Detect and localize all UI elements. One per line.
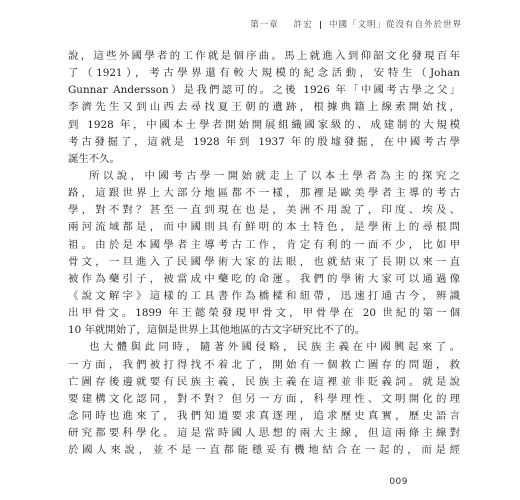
- text-line: 要建構文化認同，對不對？但另一方面，科學理性、文明開化的理: [68, 392, 460, 405]
- text-line: 路，這跟世界上大部分地區都不一樣，那裡是歐美學者主導的考古: [68, 187, 460, 200]
- body-text: [68, 48, 460, 459]
- text-line: 所以說，中國考古學一開始就走上了以本土學者為主的探究之: [89, 169, 460, 182]
- text-line: 亡圖存後邊就要有民族主義，民族主義在這裡並非貶義詞。就是說: [68, 375, 460, 388]
- text-line: 李濟先生又到山西去尋找夏王朝的遺跡，根據典籍上線索開始找，: [68, 101, 460, 114]
- text-line: Gunnar Andersson）是我們認可的。之後 1926 年「中國考古學之父」: [68, 84, 460, 97]
- text-line: 研究都要科學化。這是當時國人思想的兩大主線，但這兩條主線對: [68, 427, 460, 440]
- author-name: 許宏: [293, 20, 313, 30]
- text-line: 10 年就開始了，這個是世界上其他地區的古文字研究比不了的。: [68, 324, 366, 337]
- text-line: 到 1928 年，中國本土學者開始開展組織國家級的、成建制的大規模: [68, 118, 460, 131]
- chapter-title: 中國「文明」從沒有自外於世界: [328, 20, 462, 30]
- chapter-label: 第一章: [250, 20, 279, 30]
- text-line: 於國人來說，並不是一直都能穩妥有機地結合在一起的，而是經: [68, 444, 460, 457]
- text-line: 《說文解字》這樣的工具書作為橋樑和紐帶，迅速打通古今，辨識: [68, 289, 460, 302]
- text-line: 誕生不久。: [68, 152, 120, 165]
- text-line: 說，這些外國學者的工作就是個序曲。馬上就進入到仰韶文化發現百年: [68, 50, 460, 62]
- page-number: 009: [389, 477, 408, 487]
- text-line: 兩河流域都是，而中國則具有鮮明的本土特色，是學術上的尋根問: [68, 221, 460, 234]
- text-line: 被作為藥引子，被當成中藥吃的命運。我們的學術大家可以通過像: [68, 272, 460, 285]
- text-line: 祖。由於是本國學者主導考古工作，肯定有利的一面不少，比如甲: [68, 238, 460, 251]
- text-line: 了（1921），考古學界還有較大規模的紀念活動，安特生（Johan: [68, 67, 460, 80]
- text-line: 出甲骨文。1899 年王懿榮發現甲骨文，甲骨學在 20 世紀的第一個: [68, 307, 460, 320]
- text-line: 也大體與此同時，隨著外國侵略，民族主義在中國興起來了。: [89, 341, 460, 354]
- text-line: 考古發掘了，這就是 1928 年到 1937 年的殷墟發掘，在中國考古學: [68, 135, 460, 148]
- text-line: 一方面，我們被打得找不着北了，開始有一個救亡圖存的問題，救: [68, 358, 460, 371]
- text-line: 骨文，一旦進入了民國學術大家的法眼，也就結束了長期以來一直: [68, 255, 460, 268]
- text-line: 學，對不對？甚至一直到現在也是，美洲不用說了，印度、埃及、: [68, 204, 460, 217]
- running-header: [250, 18, 462, 30]
- header-divider: [320, 21, 321, 29]
- text-line: 念同時也進來了，我們知道要求真逐理，追求歷史真實，歷史語言: [68, 409, 460, 422]
